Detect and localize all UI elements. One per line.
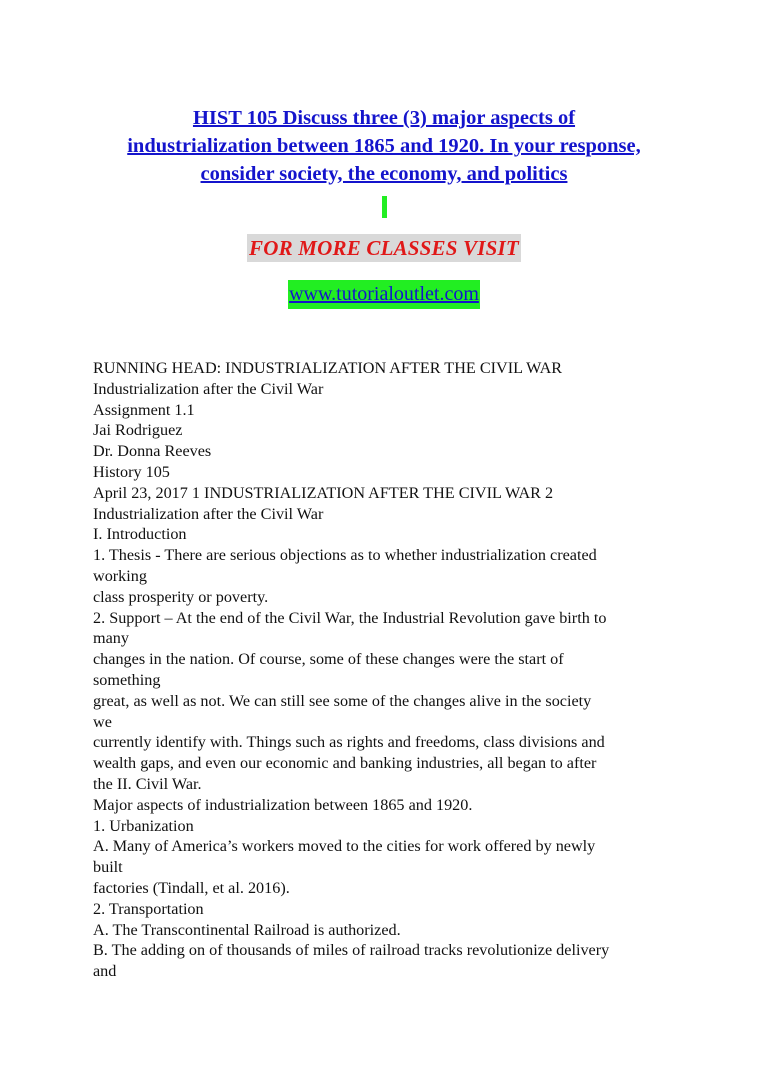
body-line: something	[93, 670, 161, 689]
body-line: Jai Rodriguez	[93, 421, 183, 440]
body-line: wealth gaps, and even our economic and banking industries, all began to after	[93, 754, 597, 773]
body-line: B. The adding on of thousands of miles of railroad tracks revolutionize delivery	[93, 941, 610, 960]
body-line: changes in the nation. Of course, some of these changes were the start of	[93, 650, 564, 669]
document-body	[93, 358, 693, 982]
body-line: currently identify with. Things such as rights and freedoms, class divisions and	[93, 733, 605, 752]
body-line: class prosperity or poverty.	[93, 587, 269, 606]
body-line: 2. Transportation	[93, 899, 204, 918]
body-line: I. Introduction	[93, 525, 187, 544]
body-line: Industrialization after the Civil War	[93, 504, 324, 523]
body-line: Dr. Donna Reeves	[93, 442, 212, 461]
site-link-row	[0, 280, 768, 309]
body-line: built	[93, 858, 123, 877]
title-link[interactable]	[60, 104, 708, 188]
body-line: 1. Urbanization	[93, 816, 194, 835]
title-line: HIST 105 Discuss three (3) major aspects of	[192, 107, 576, 129]
body-line: A. Many of America’s workers moved to the cities for work offered by newly	[93, 837, 596, 856]
body-line: Assignment 1.1	[93, 400, 195, 419]
body-line: History 105	[93, 462, 170, 481]
body-line: 1. Thesis - There are serious objections as to whether industrialization created	[93, 546, 597, 565]
body-line: many	[93, 629, 129, 648]
document-title	[60, 104, 708, 188]
body-line: the II. Civil War.	[93, 774, 202, 793]
title-line: industrialization between 1865 and 1920. In your response,	[127, 135, 641, 157]
green-highlight-mark	[382, 196, 387, 218]
body-line: and	[93, 962, 117, 981]
body-line: working	[93, 566, 147, 585]
body-line: Industrialization after the Civil War	[93, 379, 324, 398]
website-link[interactable]: www.tutorialoutlet.com	[288, 280, 480, 309]
running-head: RUNNING HEAD: INDUSTRIALIZATION AFTER THE CIVIL WAR	[93, 359, 563, 377]
promo-banner	[0, 234, 768, 262]
body-line: April 23, 2017 1 INDUSTRIALIZATION AFTER THE CIVIL WAR 2	[93, 483, 554, 502]
body-line: 2. Support – At the end of the Civil War, the Industrial Revolution gave birth to	[93, 608, 607, 627]
body-line: great, as well as not. We can still see some of the changes alive in the society	[93, 691, 592, 710]
body-line: factories (Tindall, et al. 2016).	[93, 878, 290, 897]
body-line: Major aspects of industrialization between 1865 and 1920.	[93, 795, 473, 814]
body-line: we	[93, 712, 112, 731]
title-line: consider society, the economy, and politics	[200, 163, 568, 185]
body-line: A. The Transcontinental Railroad is authorized.	[93, 920, 401, 939]
promo-text: FOR MORE CLASSES VISIT	[249, 236, 519, 260]
